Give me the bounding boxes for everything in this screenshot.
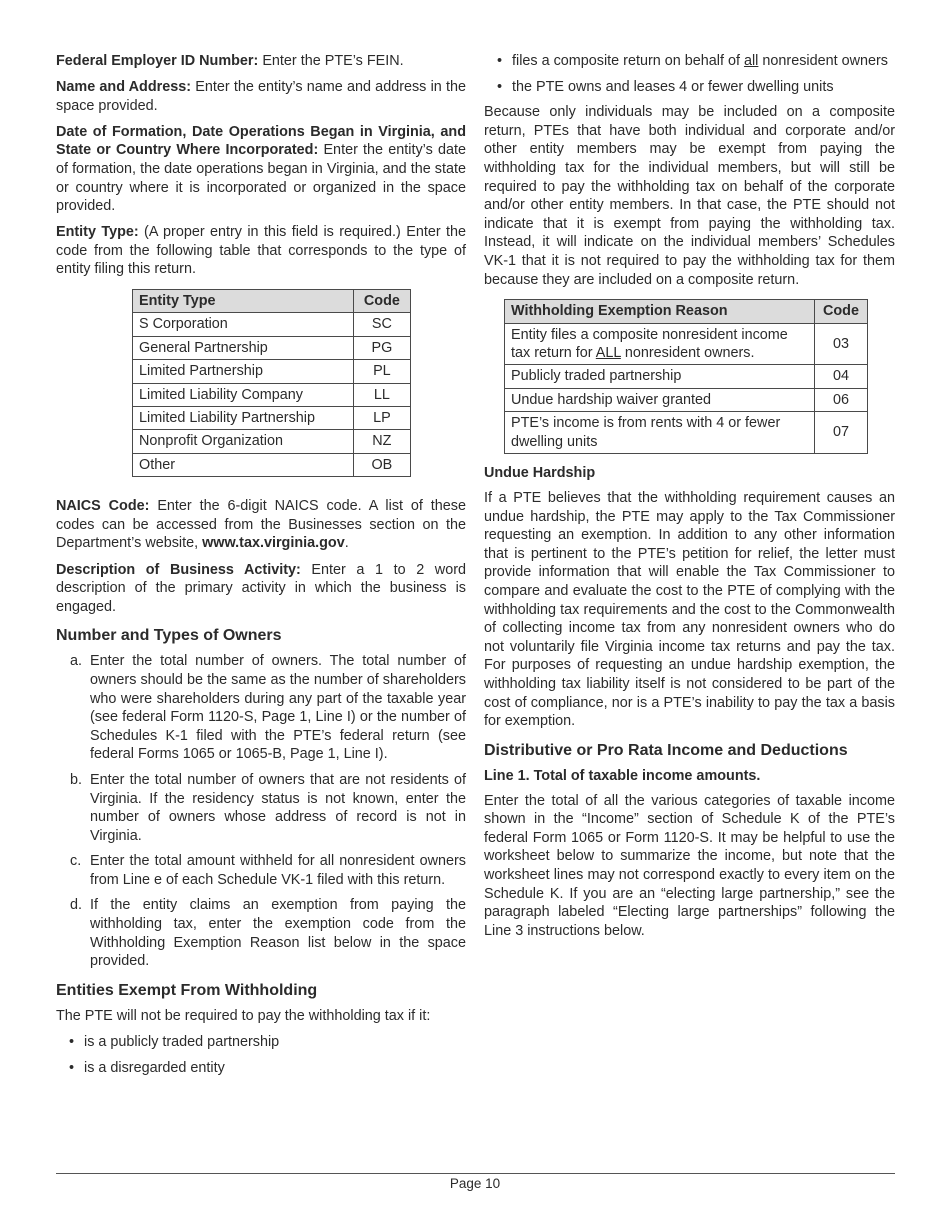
exempt-heading: Entities Exempt From Withholding (56, 981, 318, 999)
naics-label: NAICS Code: (56, 498, 150, 515)
table-row (133, 407, 411, 430)
left-column (56, 52, 466, 1084)
business-activity-text: Enter a 1 to 2 word description of the primary activity in which the business is engaged. (56, 561, 466, 615)
list-item-text: Enter the total number of owners. The total number of owners should be the same as the number of shareholders who were shareholders during any part of the taxable year (see federal Form 1120-S, Page 1, Line I) or the number of Schedules K-1 filed with the PTE’s federal return (see federal Forms 1065 or 1065-B, Page 1, Line I). (90, 653, 466, 763)
list-item-text: nonresident owners (758, 53, 888, 69)
table-cell (505, 323, 815, 365)
right-column (484, 52, 895, 948)
table-cell: LL (353, 383, 410, 406)
entity-type-text: (A proper entry in this field is required.) Enter the code from the following table that corresponds to the type of entity filing this return. (56, 224, 466, 278)
table-row (133, 453, 411, 476)
list-item (56, 896, 466, 970)
list-marker: a. (70, 653, 83, 670)
list-item-text: the PTE owns and leases 4 or fewer dwelling units (512, 78, 834, 95)
table-cell: 03 (815, 323, 868, 365)
table-cell: Other (133, 453, 354, 476)
list-item-text: is a publicly traded partnership (84, 1033, 280, 1050)
cell-text: Entity files a composite nonresident income tax return for (511, 326, 788, 361)
list-item (56, 771, 466, 845)
table-header: Entity Type (133, 290, 354, 313)
name-address-label: Name and Address: (56, 79, 192, 96)
table-cell: 04 (815, 365, 868, 388)
business-activity-paragraph (56, 561, 466, 617)
list-marker: b. (70, 771, 83, 788)
list-item (56, 1059, 466, 1078)
formation-paragraph (56, 123, 466, 216)
list-item-text: Enter the total amount withheld for all nonresident owners from Line e of each Schedule VK-1 filed with this return. (90, 853, 466, 888)
table-cell: 06 (815, 388, 868, 411)
distributive-heading: Distributive or Pro Rata Income and Deductions (484, 741, 848, 759)
table-cell: PTE’s income is from rents with 4 or fewer dwelling units (505, 412, 815, 454)
table-row (133, 383, 411, 406)
bullet-icon: • (497, 53, 503, 69)
line1-paragraph: Enter the total of all the various categories of taxable income shown in the “Income” section of Schedule K of the PTE’s federal Form 1065 or Form 1120-S. It may be helpful to use the worksheet below to summarize the income, but note that the worksheet lines may not correspond exactly to every item on the Schedule K. If you are an “electing large partnership,” see the paragraph labeled “Electing large partnerships” following the Line 3 instructions below. (484, 792, 895, 939)
formation-text: Enter the entity’s date of formation, the date operations began in Virginia, and the state or country where it is incorporated or organized in the space provided. (56, 142, 466, 215)
list-item-text: Enter the total number of owners that are not residents of Virginia. If the residency status is not known, enter the number of owners whose address of record is not in Virginia. (90, 771, 466, 844)
composite-paragraph: Because only individuals may be included on a composite return, PTEs that have both individual and corporate and/or other entity members may be exempt from paying the withholding tax for the individual members, but will still be required to pay the withholding tax on behalf of the corporate and/or other entity members. In that case, the PTE should not indicate that it is exempt from paying the withholding tax. Instead, it will indicate on the individual members’ Schedules VK-1 that it is not required to pay the withholding tax for them because they are included on a composite return. (484, 104, 895, 288)
table-cell: PG (353, 336, 410, 359)
owners-list (56, 652, 466, 971)
bullet-icon: • (497, 78, 503, 95)
list-item (56, 652, 466, 764)
business-activity-label: Description of Business Activity: (56, 561, 301, 578)
table-row (505, 412, 868, 454)
table-cell: Publicly traded partnership (505, 365, 815, 388)
table-header: Code (815, 300, 868, 323)
exempt-intro: The PTE will not be required to pay the withholding tax if it: (56, 1007, 431, 1024)
list-item (56, 1033, 466, 1052)
table-header-row (133, 290, 411, 313)
naics-paragraph (56, 497, 466, 553)
entity-type-table (132, 289, 411, 477)
table-cell: General Partnership (133, 336, 354, 359)
name-address-paragraph (56, 78, 466, 115)
list-item (56, 852, 466, 889)
fein-paragraph (56, 52, 466, 71)
underlined-text: ALL (595, 344, 621, 361)
cell-text: nonresident owners. (620, 344, 755, 361)
table-header: Withholding Exemption Reason (505, 300, 815, 323)
table-row (133, 336, 411, 359)
table-row (505, 365, 868, 388)
list-marker: c. (70, 853, 82, 870)
list-item-text: files a composite return on behalf of (512, 53, 744, 69)
page-number: Page 10 (449, 1176, 501, 1191)
fein-text: Enter the PTE’s FEIN. (258, 53, 404, 69)
naics-end: . (344, 535, 349, 552)
table-header: Code (353, 290, 410, 313)
list-marker: d. (70, 897, 83, 914)
name-address-text: Enter the entity’s name and address in the space provided. (56, 79, 466, 114)
undue-hardship-heading: Undue Hardship (484, 464, 596, 481)
list-item (484, 52, 895, 71)
table-header-row (505, 300, 868, 323)
table-cell: Nonprofit Organization (133, 430, 354, 453)
naics-text: Enter the 6-digit NAICS code. A list of these codes can be accessed from the Businesses section on the Department’s website, (56, 498, 466, 552)
footer-divider (56, 1173, 895, 1174)
list-item (484, 78, 895, 97)
withholding-exemption-table (504, 299, 868, 454)
line1-heading: Line 1. Total of taxable income amounts. (484, 767, 761, 784)
list-item-text: is a disregarded entity (84, 1059, 225, 1076)
exempt-bullet-list (56, 1033, 466, 1077)
website-link[interactable]: www.tax.virginia.gov (202, 535, 345, 552)
table-row (505, 323, 868, 365)
table-cell: Limited Partnership (133, 360, 354, 383)
table-cell: Undue hardship waiver granted (505, 388, 815, 411)
undue-hardship-paragraph: If a PTE believes that the withholding requirement causes an undue hardship, the PTE may apply to the Tax Commissioner requesting an exemption. In addition to any other information that is pertinent to the PTE’s petition for relief, the letter must provide information that will enable the Tax Commissioner to compare and evaluate the cost to the PTE of complying with the withholding tax requirements and the cost to the Commonwealth of collecting income tax from any nonresident owners who do not voluntarily file Virginia income tax returns and pay the tax. For purposes of requesting an undue hardship exemption, the withholding tax liability itself is not considered to be part of the cost of compliance, nor is a PTE’s inability to pay the tax a basis for exemption. (484, 489, 895, 730)
formation-label: Date of Formation, Date Operations Began in Virginia, and State or Country Where Incorporated: (56, 123, 466, 159)
table-row (133, 360, 411, 383)
table-cell: Limited Liability Company (133, 383, 354, 406)
list-item-text: If the entity claims an exemption from paying the withholding tax, enter the exemption code from the Withholding Exemption Reason list below in the space provided. (90, 897, 466, 970)
table-row (133, 430, 411, 453)
table-cell: LP (353, 407, 410, 430)
owners-heading: Number and Types of Owners (56, 627, 282, 645)
table-cell: PL (353, 360, 410, 383)
table-row (133, 313, 411, 336)
bullet-icon: • (69, 1059, 75, 1076)
table-cell: Limited Liability Partnership (133, 407, 354, 430)
entity-type-label: Entity Type: (56, 224, 139, 241)
fein-label: Federal Employer ID Number: (56, 53, 259, 69)
table-cell: 07 (815, 412, 868, 454)
table-cell: OB (353, 453, 410, 476)
underlined-text: all (743, 53, 759, 69)
table-cell: SC (353, 313, 410, 336)
table-row (505, 388, 868, 411)
table-cell: NZ (353, 430, 410, 453)
table-cell: S Corporation (133, 313, 354, 336)
entity-type-paragraph (56, 223, 466, 279)
exempt-bullet-list-continued (484, 52, 895, 96)
bullet-icon: • (69, 1033, 75, 1050)
